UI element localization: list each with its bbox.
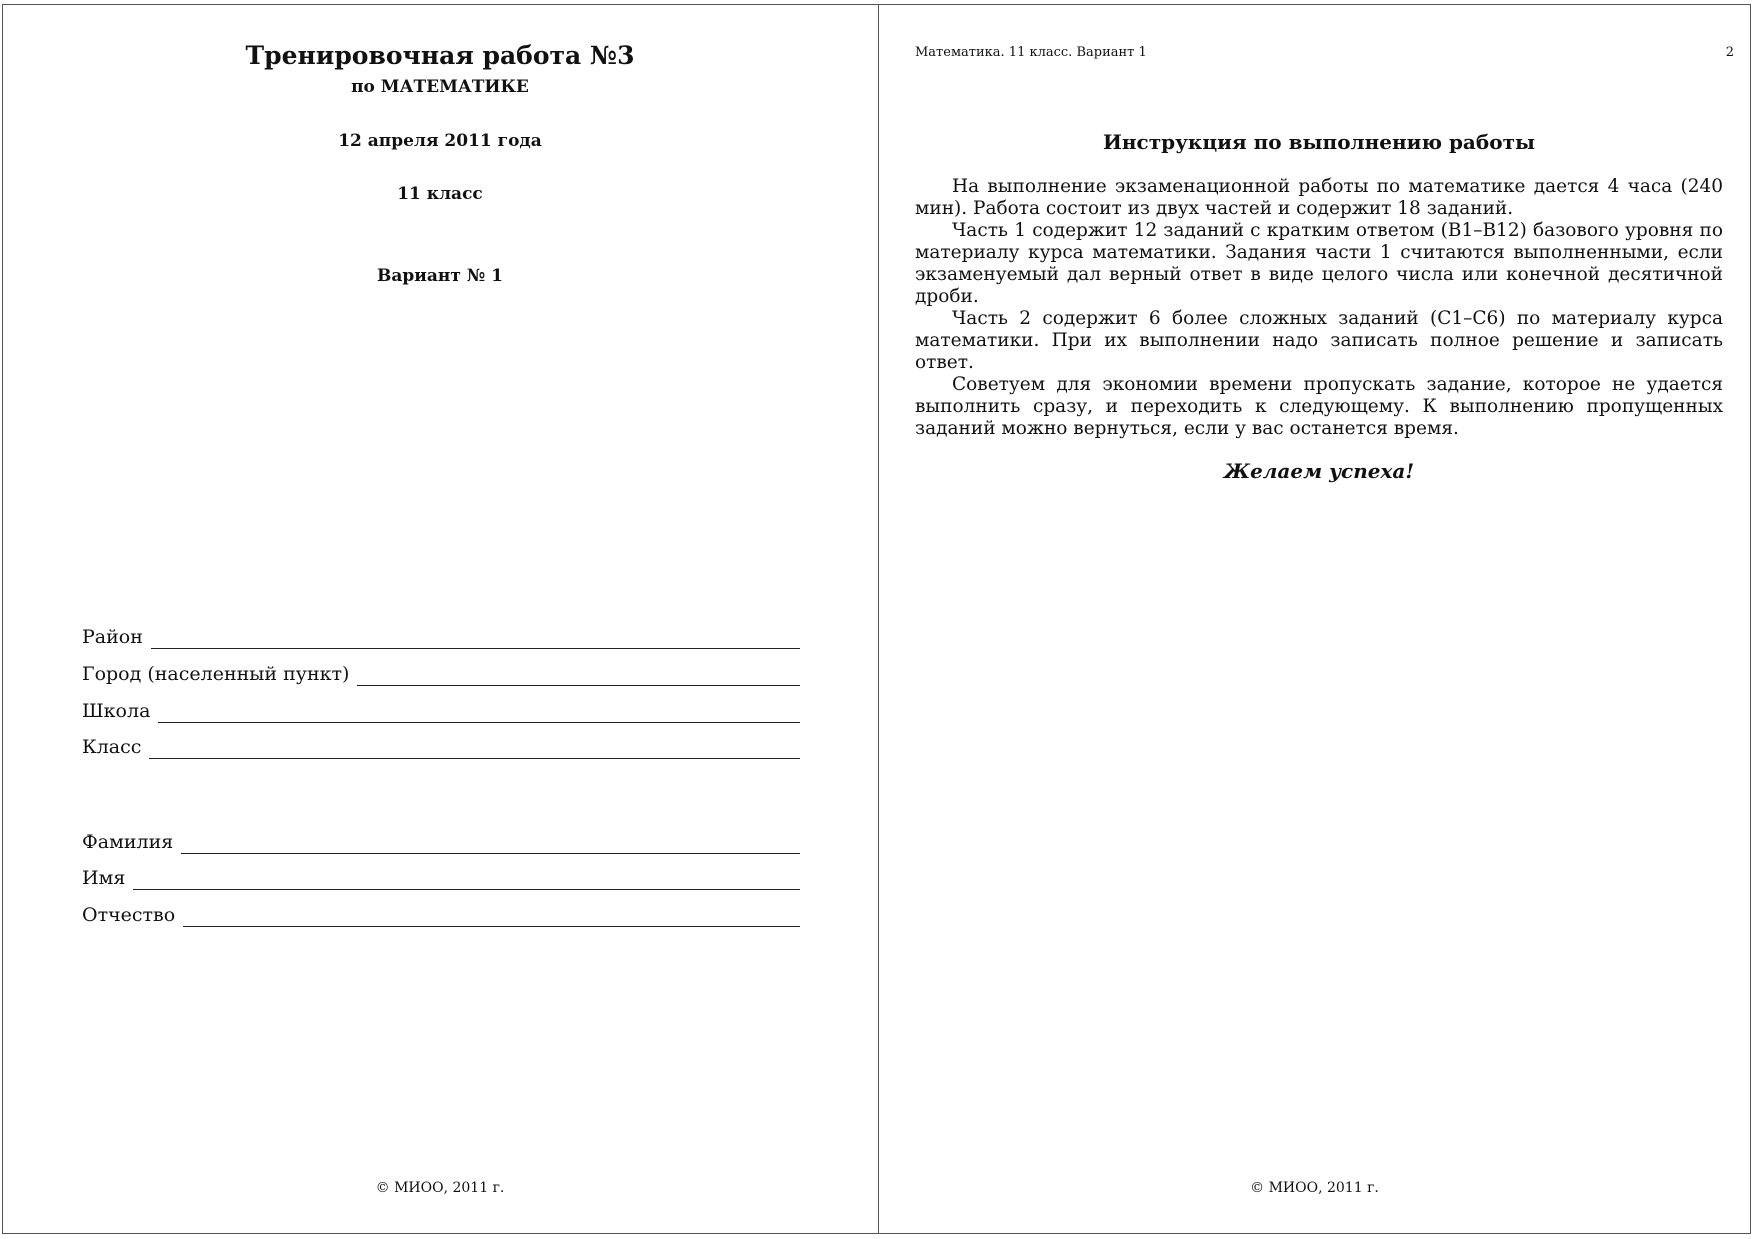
district-field: [82, 621, 800, 649]
patronymic-label: Отчество: [82, 904, 176, 926]
name-label: Имя: [82, 867, 126, 889]
name-line[interactable]: [133, 889, 800, 890]
page-title: Тренировочная работа №3: [245, 41, 635, 70]
class-label: Класс: [82, 736, 142, 758]
patronymic-field: [82, 899, 800, 927]
instructions-title: Инструкция по выполнению работы: [1102, 130, 1536, 154]
instructions-paragraph: Советуем для экономии времени пропускать задание, которое не удается выполнить сразу, и переходить к следующему. К выполнению пропущенных заданий можно вернуться, если у вас останется время.: [915, 374, 1723, 439]
title-page: [3, 5, 877, 1233]
variant-label: Вариант № 1: [376, 266, 503, 286]
name-field: [82, 862, 800, 890]
wish-text: Желаем успеха!: [1223, 459, 1415, 483]
grade-label: 11 класс: [397, 184, 483, 204]
page-subtitle: по МАТЕМАТИКЕ: [351, 77, 529, 97]
class-field: [82, 731, 800, 759]
school-label: Школа: [82, 700, 151, 722]
patronymic-line[interactable]: [183, 926, 800, 927]
school-field: [82, 695, 800, 723]
page-number: 2: [1725, 45, 1734, 60]
district-line[interactable]: [151, 648, 800, 649]
running-head: Математика. 11 класс. Вариант 1: [915, 45, 1147, 60]
copyright-right: © МИОО, 2011 г.: [1250, 1180, 1379, 1196]
surname-line[interactable]: [181, 853, 800, 854]
district-label: Район: [82, 626, 143, 648]
copyright-left: © МИОО, 2011 г.: [375, 1180, 505, 1196]
document-spread: [2, 4, 1751, 1234]
instructions-page: [879, 5, 1750, 1233]
surname-label: Фамилия: [82, 831, 174, 853]
class-line[interactable]: [149, 758, 800, 759]
city-label: Город (населенный пункт): [82, 663, 350, 685]
city-line[interactable]: [357, 685, 800, 686]
instructions-body: [915, 176, 1723, 440]
instructions-paragraph: Часть 1 содержит 12 заданий с кратким ответом (B1–B12) базового уровня по материалу курса математики. Задания части 1 считаются выполненными, если экзаменуемый дал верный ответ в виде целого числа или конечной десятичной дроби.: [915, 220, 1723, 307]
school-line[interactable]: [158, 722, 800, 723]
exam-date: 12 апреля 2011 года: [338, 131, 542, 151]
instructions-paragraph: Часть 2 содержит 6 более сложных заданий (C1–C6) по материалу курса математики. При их выполнении надо записать полное решение и записать ответ.: [915, 308, 1723, 373]
surname-field: [82, 826, 800, 854]
instructions-paragraph: На выполнение экзаменационной работы по математике дается 4 часа (240 мин). Работа состоит из двух частей и содержит 18 заданий.: [915, 176, 1723, 219]
city-field: [82, 658, 800, 686]
